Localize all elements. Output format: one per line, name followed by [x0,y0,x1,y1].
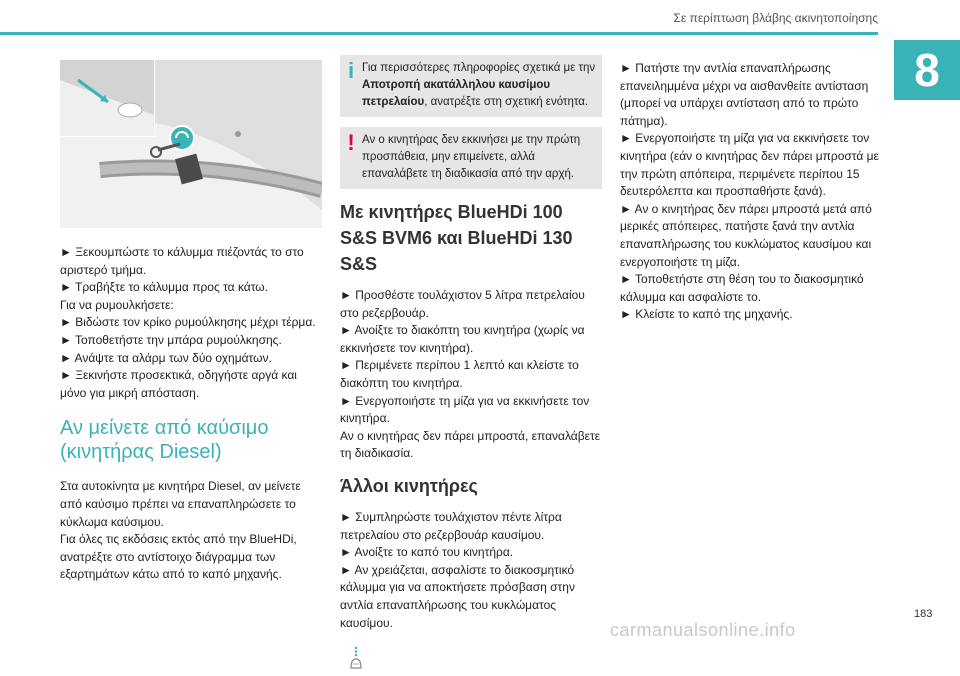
instruction-line: ► Συμπληρώστε τουλάχιστον πέντε λίτρα πετρελαίου στο ρεζερβουάρ καυσίμου. [340,509,562,542]
instruction-line: ► Ξεκουμπώστε το κάλυμμα πιέζοντάς το στο αριστερό τμήμα. [60,245,304,277]
instruction-line: Για να ρυμουλκήσετε: [60,297,174,312]
column-left [60,60,322,584]
instruction-line: ► Ανάψτε τα αλάρμ των δύο οχημάτων. [60,350,272,365]
top-bar [0,0,878,40]
info-note-text [362,60,596,111]
exclamation-icon: ! [347,130,355,155]
detail-inset [60,60,155,137]
section-title: Αν μείνετε από καύσιμο (κινητήρας Diesel) [60,417,269,464]
column-middle [340,55,602,676]
instruction-line: ► Ανοίξτε το καπό του κινητήρα. [340,545,514,560]
page-number: 183 [914,608,933,620]
info-note-bold: Αποτροπή ακατάλληλου καυσίμου πετρελαίου [362,79,551,108]
accent-line [0,32,878,35]
paragraph: Στα αυτοκίνητα με κινητήρα Diesel, αν μείνετε από καύσιμο πρέπει να επαναπληρώσετε το κύκλωμα καύσιμου. [60,479,301,529]
column-right [620,60,885,324]
instruction-line: ► Κλείστε το καπό της μηχανής. [620,307,793,322]
page-header: Σε περίπτωση βλάβης ακινητοποίησης [673,11,878,25]
instruction-line: ► Αν χρειάζεται, ασφαλίστε το διακοσμητικό κάλυμμα για να αποκτήσετε πρόσβαση στην αντλία επαναπλήρωσης του κυκλώματος καυσίμου. [340,562,575,630]
instruction-line: ► Προσθέστε τουλάχιστον 5 λίτρα πετρελαίου στο ρεζερβουάρ. [340,288,585,320]
instruction-line: ► Ανοίξτε το διακόπτη του κινητήρα (χωρίς να εκκινήσετε τον κινητήρα). [340,323,585,355]
fuel-pump-icon [348,646,602,676]
paragraph: Για όλες τις εκδόσεις εκτός από την BlueHDi, ανατρέξτε στο αντίστοιχο διάγραμμα των εξαρτημάτων κάτω από το καπό μηχανής. [60,532,297,582]
info-note-text-part: , ανατρέξτε στη σχετική ενότητα. [424,96,589,108]
watermark: carmanualsonline.info [610,620,796,640]
instruction-line: ► Ξεκινήστε προσεκτικά, οδηγήστε αργά και μόνο για μικρή απόσταση. [60,368,297,400]
info-icon: i [347,58,355,83]
instruction-line: ► Αν ο κινητήρας δεν πάρει μπροστά μετά από μερικές απόπειρες, πατήστε ξανά την αντλία επαναπλήρωσης του κυκλώματος καυσίμου και ενεργοποιήστε τη μίζα. [620,201,872,269]
heading-bluehdi: Με κινητήρες BlueHDi 100 S&S BVM6 και BlueHDi 130 S&S [340,202,573,274]
instruction-line: ► Τραβήξτε το κάλυμμα προς τα κάτω. [60,280,269,295]
instruction-line: ► Ενεργοποιήστε τη μίζα για να εκκινήσετε τον κινητήρα. [340,393,590,426]
warning-note-text: Αν ο κινητήρας δεν εκκινήσει με την πρώτη προσπάθεια, μην επιμείνετε, αλλά επαναλάβετε τη διαδικασία από την αρχή. [362,134,581,180]
tow-eye-illustration [60,60,322,228]
instruction-line: ► Πατήστε την αντλία επαναπλήρωσης επανειλημμένα μέχρι να αισθανθείτε αντίσταση (μπορεί να υπάρχει αντίσταση από το πρώτο πάτημα). [620,61,869,128]
warning-note [340,127,602,189]
instruction-line: ► Τοποθετήστε την μπάρα ρυμούλκησης. [60,332,282,347]
instruction-line: ► Βιδώστε τον κρίκο ρυμούλκησης μέχρι τέρμα. [60,315,316,330]
chapter-tab: 8 [894,40,960,100]
instruction-line: ► Ενεργοποιήστε τη μίζα για να εκκινήσετε τον κινητήρα (εάν ο κινητήρας δεν πάρει μπροστά με την πρώτη απόπειρα, περιμένετε περίπου 15 δευτερόλεπτα και προσπαθήστε ξανά). [620,131,879,199]
info-note [340,55,602,117]
info-note-text-part: Για περισσότερες πληροφορίες σχετικά με την [362,62,596,74]
instruction-line: ► Περιμένετε περίπου 1 λεπτό και κλείστε το διακόπτη του κινητήρα. [340,358,579,390]
heading-other-engines: Άλλοι κινητήρες [340,475,478,496]
instruction-line: Αν ο κινητήρας δεν πάρει μπροστά, επαναλάβετε τη διαδικασία. [340,428,601,461]
instruction-line: ► Τοποθετήστε στη θέση του το διακοσμητικό κάλυμμα και ασφαλίστε το. [620,272,864,304]
